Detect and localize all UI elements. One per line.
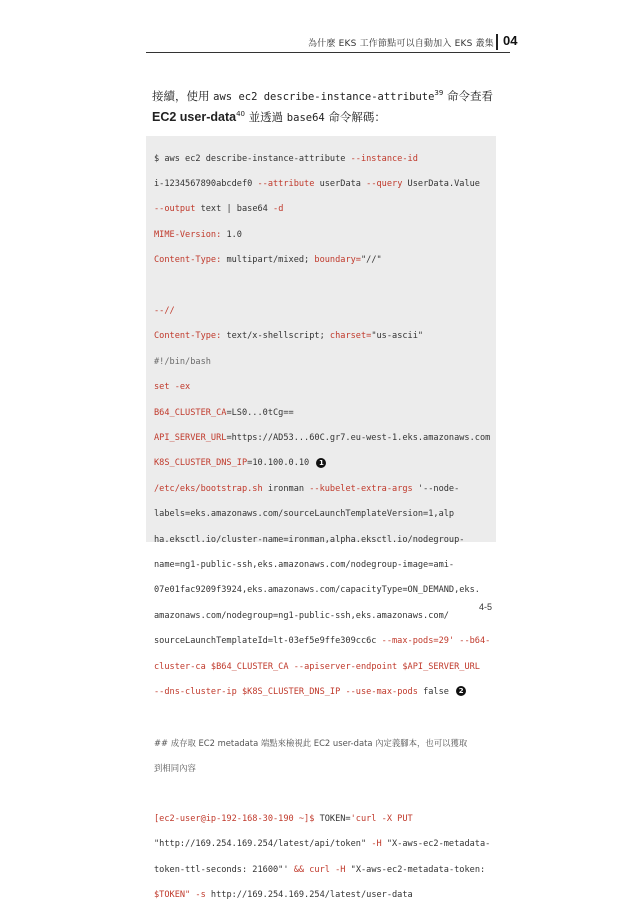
code-comment: ## 成存取 EC2 metadata 端點來檢視此 EC2 user-data 內定義腳本，也可以獲取 — [154, 737, 468, 748]
code-line: sourceLaunchTemplateId=lt-03ef5e9ffe309cc6c --max-pods=29' --b64- — [154, 636, 491, 647]
intro-text: 命令解碼： — [324, 110, 386, 124]
command-inline: aws ec2 describe-instance-attribute — [213, 91, 435, 103]
intro-text: 命令查看 — [443, 89, 493, 103]
code-line: #!/bin/bash — [154, 356, 211, 367]
code-line: Content-Type: text/x-shellscript; charset="us-ascii" — [154, 331, 424, 342]
code-listing — [154, 140, 492, 914]
code-block — [146, 136, 496, 901]
code-line: --dns-cluster-ip $K8S_CLUSTER_DNS_IP --use-max-pods false 2 — [154, 686, 492, 699]
code-line: amazonaws.com/nodegroup=ng1-public-ssh,eks.amazonaws.com/ — [154, 610, 449, 621]
page-number: 4-5 — [479, 602, 493, 612]
command-inline: base64 — [286, 112, 325, 124]
code-line: MIME-Version: 1.0 — [154, 229, 242, 240]
code-line: name=ng1-public-ssh,eks.amazonaws.com/nodegroup-image=ami- — [154, 559, 455, 570]
code-line: $TOKEN" -s http://169.254.169.254/latest/user-data — [154, 890, 413, 901]
term-bold: EC2 user-data — [152, 110, 237, 124]
callout-1-icon: 1 — [316, 458, 326, 468]
code-line: API_SERVER_URL=https://AD53...60C.gr7.eu-west-1.eks.amazonaws.com — [154, 433, 491, 443]
code-comment: 到相同內容 — [154, 763, 196, 774]
footnote-ref: 39 — [434, 89, 444, 98]
code-line: labels=eks.amazonaws.com/sourceLaunchTemplateVersion=1,alp — [154, 509, 455, 520]
code-line: B64_CLUSTER_CA=LS0...0tCg== — [154, 407, 294, 418]
callout-2-icon: 2 — [456, 686, 466, 696]
code-line: --output text | base64 -d — [154, 204, 284, 215]
code-line: /etc/eks/bootstrap.sh ironman --kubelet-extra-args '--node- — [154, 483, 460, 494]
code-line: --// — [154, 306, 175, 317]
footnote-ref: 40 — [236, 110, 245, 119]
code-line: $ aws ec2 describe-instance-attribute --instance-id — [154, 153, 418, 164]
header-divider — [496, 34, 498, 50]
code-line: 07e01fac9209f3924,eks.amazonaws.com/capacityType=ON_DEMAND,eks. — [154, 585, 480, 596]
header-rule — [146, 52, 510, 53]
code-line: set -ex — [154, 382, 191, 393]
code-line: ha.eksctl.io/cluster-name=ironman,alpha.eksctl.io/nodegroup- — [154, 534, 465, 545]
code-line: token-ttl-seconds: 21600"' && curl -H "X-aws-ec2-metadata-token: — [154, 864, 486, 875]
running-header — [0, 32, 640, 54]
code-line: i-1234567890abcdef0 --attribute userData --query UserData.Value — [154, 179, 480, 190]
code-line: "http://169.254.169.254/latest/api/token" -H "X-aws-ec2-metadata- — [154, 839, 491, 850]
code-line: K8S_CLUSTER_DNS_IP=10.100.0.10 1 — [154, 457, 492, 470]
code-line: [ec2-user@ip-192-168-30-190 ~]$ TOKEN='curl -X PUT — [154, 813, 413, 824]
code-line: Content-Type: multipart/mixed; boundary="//" — [154, 255, 382, 266]
intro-text: 並透過 — [244, 110, 287, 124]
intro-paragraph — [152, 86, 502, 128]
intro-text: 接續，使用 — [152, 89, 214, 103]
header-title: 為什麼 EKS 工作節點可以自動加入 EKS 叢集 — [307, 39, 494, 49]
chapter-number: 04 — [503, 33, 518, 48]
code-line: cluster-ca $B64_CLUSTER_CA --apiserver-endpoint $API_SERVER_URL — [154, 661, 480, 672]
